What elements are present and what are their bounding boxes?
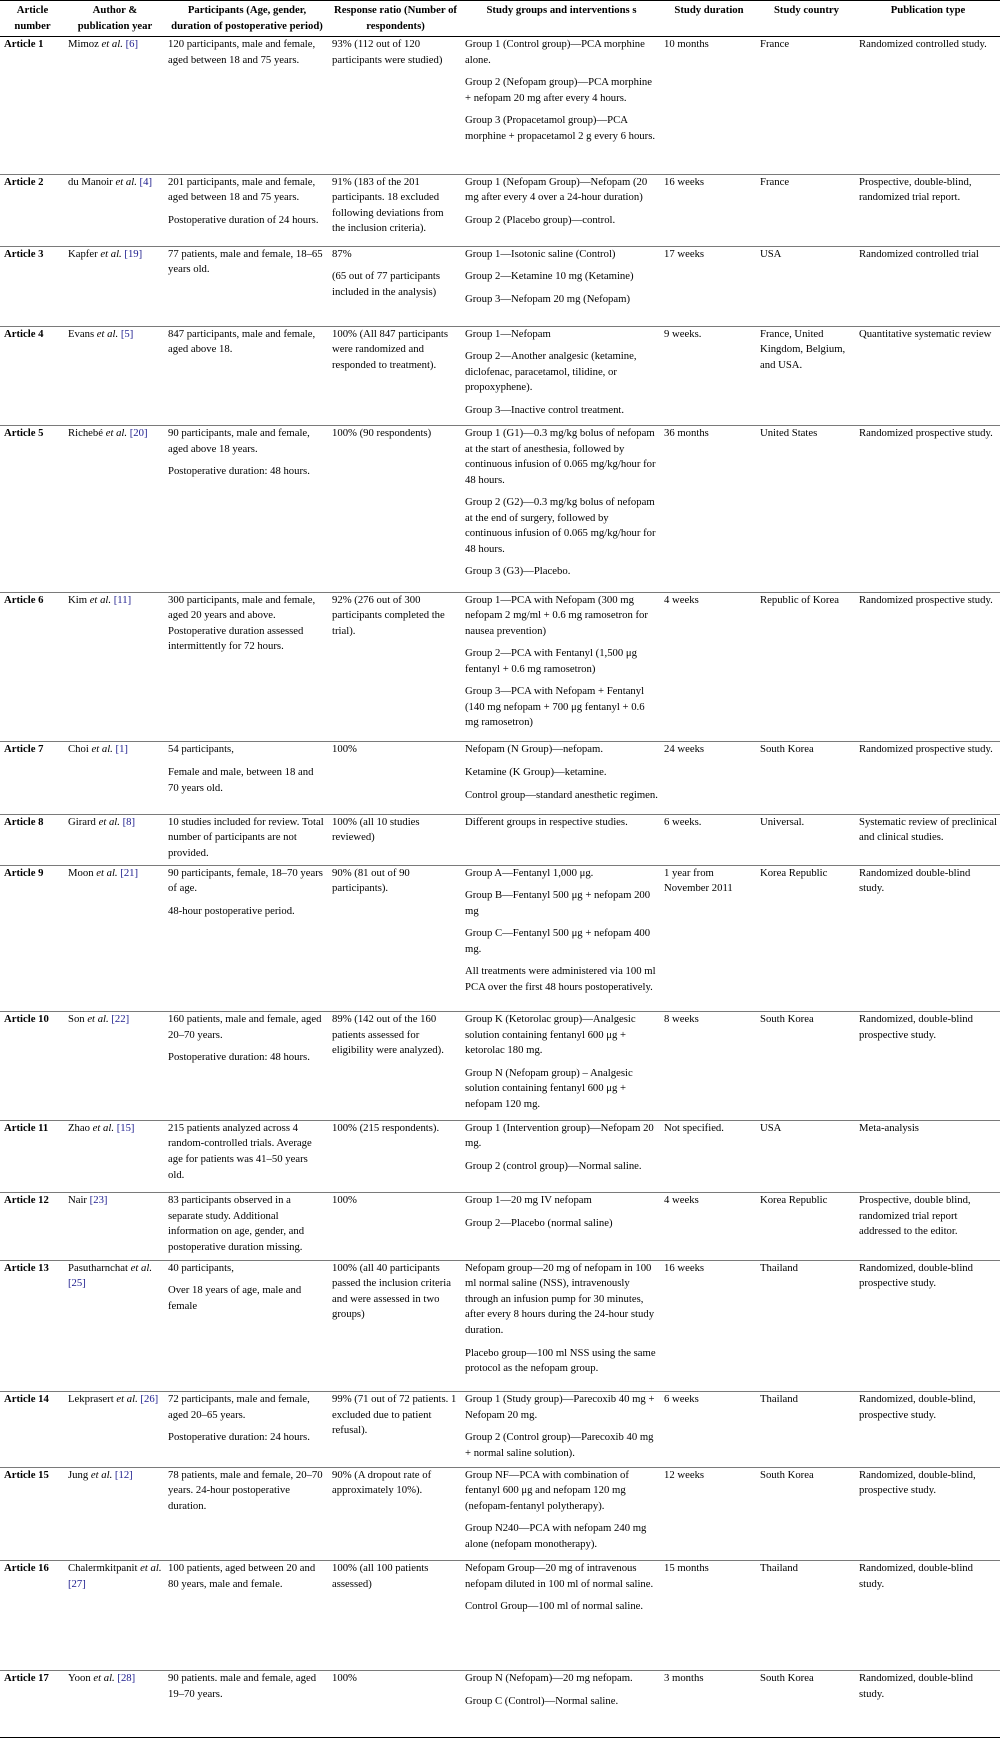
- author-et-al: et al.: [98, 38, 123, 51]
- study-group-item: Group 2—Another analgesic (ketamine, diclofenac, paracetamol, tilidine, or propoxyphene).: [465, 350, 637, 394]
- author-cell: [65, 426, 165, 592]
- study-group-item: Nefopam Group—20 mg of intravenous nefopam diluted in 100 ml of normal saline.: [465, 1562, 654, 1590]
- study-country-cell: South Korea: [760, 1468, 814, 1481]
- study-groups-cell: [462, 174, 661, 246]
- author-et-al: et al.: [93, 866, 118, 879]
- publication-type-cell: Randomized double-blind study.: [859, 866, 971, 895]
- header-participants: Participants (Age, gender, duration of postoperative period): [165, 1, 329, 37]
- author-et-al: et al.: [94, 327, 119, 340]
- study-duration-cell: 6 weeks.: [664, 815, 702, 828]
- participants-paragraph: 90 participants, male and female, aged above 18 years.: [168, 427, 310, 455]
- study-duration-cell: 16 weeks: [664, 1261, 705, 1274]
- study-groups-cell: [462, 1120, 661, 1192]
- study-group-item: Control Group—100 ml of normal saline.: [465, 1600, 644, 1613]
- participants-cell: [165, 1561, 329, 1671]
- response-ratio-cell: [329, 1467, 462, 1561]
- article-number-cell: Article 10: [4, 1013, 49, 1026]
- study-groups-cell: [462, 1193, 661, 1261]
- author-name: Yoon: [68, 1672, 91, 1685]
- table-row: [0, 174, 1000, 246]
- response-paragraph: 99% (71 out of 72 patients. 1 excluded due to patient refusal).: [332, 1393, 457, 1437]
- author-cell: [65, 1260, 165, 1391]
- author-et-al: et al.: [90, 1672, 115, 1685]
- participants-cell: [165, 592, 329, 742]
- author-reference: [15]: [114, 1121, 135, 1134]
- study-group-item: Group 1—PCA with Nefopam (300 mg nefopam 2 mg/ml + 0.6 mg ramosetron for nausea prevention): [465, 593, 648, 637]
- participants-cell: [165, 1392, 329, 1467]
- author-name: Jung: [68, 1468, 89, 1481]
- author-cell: [65, 174, 165, 246]
- article-number-cell: Article 14: [4, 1393, 49, 1406]
- author-name: Pasutharnchat: [68, 1261, 128, 1274]
- study-group-item: Group N240—PCA with nefopam 240 mg alone (nefopam monotherapy).: [465, 1522, 647, 1550]
- header-row: [0, 1, 1000, 37]
- participants-cell: [165, 37, 329, 175]
- response-ratio-cell: [329, 1260, 462, 1391]
- author-name: Son: [68, 1013, 85, 1026]
- study-duration-cell: 1 year from November 2011: [664, 866, 733, 895]
- author-reference: [11]: [111, 593, 132, 606]
- author-reference: [21]: [117, 866, 139, 879]
- study-group-item: Group N (Nefopam)—20 mg nefopam.: [465, 1672, 633, 1685]
- participants-paragraph: 10 studies included for review. Total number of participants are not provided.: [168, 815, 324, 859]
- publication-type-cell: Systematic review of preclinical and clinical studies.: [859, 815, 997, 844]
- article-number-cell: Article 2: [4, 175, 44, 188]
- author-et-al: et al.: [87, 593, 112, 606]
- study-group-item: Group 1—20 mg IV nefopam: [465, 1194, 592, 1207]
- study-country-cell: South Korea: [760, 1013, 814, 1026]
- header-study-duration: Study duration: [661, 1, 757, 37]
- response-ratio-cell: [329, 1012, 462, 1121]
- study-groups-cell: [462, 1012, 661, 1121]
- study-country-cell: United States: [760, 427, 818, 440]
- author-reference: [19]: [121, 247, 143, 260]
- participants-cell: [165, 1120, 329, 1192]
- study-country-cell: France: [760, 175, 790, 188]
- participants-paragraph: 90 patients. male and female, aged 19–70 years.: [168, 1672, 317, 1700]
- author-reference: [25]: [68, 1277, 86, 1290]
- response-paragraph: 100% (All 847 participants were randomized and responded to treatment).: [332, 327, 449, 371]
- publication-type-cell: Randomized, double-blind study.: [859, 1672, 973, 1700]
- study-group-item: Group 2—Placebo (normal saline): [465, 1216, 613, 1229]
- participants-paragraph: 72 participants, male and female, aged 20–65 years.: [168, 1393, 310, 1421]
- publication-type-cell: Randomized, double-blind prospective study.: [859, 1261, 973, 1290]
- table-row: [0, 1671, 1000, 1738]
- study-groups-cell: [462, 326, 661, 426]
- author-cell: [65, 814, 165, 865]
- author-et-al: et al.: [95, 815, 120, 828]
- response-paragraph: 92% (276 out of 300 participants completed the trial).: [332, 593, 445, 637]
- author-reference: [28]: [114, 1672, 136, 1685]
- publication-type-cell: Randomized, double-blind, prospective study.: [859, 1468, 976, 1497]
- author-reference: [5]: [118, 327, 134, 340]
- table-row: [0, 1392, 1000, 1467]
- author-et-al: et al.: [89, 1121, 115, 1134]
- response-paragraph: 87%: [332, 247, 352, 260]
- article-number-cell: Article 7: [4, 743, 44, 756]
- study-group-item: Ketamine (K Group)—ketamine.: [465, 765, 607, 778]
- study-country-cell: Korea Republic: [760, 866, 828, 879]
- participants-paragraph: Postoperative duration of 24 hours.: [168, 213, 319, 226]
- author-name: Kim: [68, 593, 88, 606]
- table-row: [0, 1561, 1000, 1671]
- study-groups-cell: [462, 1467, 661, 1561]
- participants-cell: [165, 174, 329, 246]
- participants-paragraph: Postoperative duration: 24 hours.: [168, 1431, 310, 1444]
- study-duration-cell: 17 weeks: [664, 247, 705, 260]
- response-ratio-cell: [329, 1120, 462, 1192]
- table-row: [0, 865, 1000, 1011]
- response-paragraph: 100% (all 100 patients assessed): [332, 1562, 429, 1590]
- response-paragraph: 100%: [332, 1672, 357, 1685]
- study-group-item: Group 1—Isotonic saline (Control): [465, 247, 616, 260]
- publication-type-cell: Randomized, double-blind prospective study.: [859, 1013, 973, 1041]
- author-reference: [20]: [127, 427, 148, 440]
- study-groups-cell: [462, 426, 661, 592]
- publication-type-cell: Prospective, double-blind, randomized trial report.: [859, 175, 972, 204]
- table-row: [0, 1467, 1000, 1561]
- study-group-item: Group NF—PCA with combination of fentanyl 600 μg and nefopam 120 mg (nefopam-fentanyl polytherapy).: [465, 1468, 629, 1512]
- author-reference: [23]: [87, 1194, 108, 1207]
- article-number-cell: Article 5: [4, 427, 44, 440]
- table-row: [0, 426, 1000, 592]
- table-row: [0, 246, 1000, 326]
- table-body: [0, 37, 1000, 1738]
- response-ratio-cell: [329, 814, 462, 865]
- study-group-item: Group C (Control)—Normal saline.: [465, 1694, 619, 1707]
- response-paragraph: 100% (all 40 participants passed the inclusion criteria and were assessed in two groups): [332, 1261, 452, 1321]
- author-reference: [12]: [112, 1468, 133, 1481]
- response-ratio-cell: [329, 326, 462, 426]
- author-reference: [22]: [108, 1013, 130, 1026]
- response-paragraph: 100%: [332, 1194, 357, 1207]
- study-group-item: Group A—Fentanyl 1,000 μg.: [465, 866, 594, 879]
- study-duration-cell: 4 weeks: [664, 1194, 699, 1207]
- response-ratio-cell: [329, 592, 462, 742]
- participants-cell: [165, 742, 329, 814]
- study-duration-cell: 9 weeks.: [664, 327, 702, 340]
- study-groups-cell: [462, 1392, 661, 1467]
- header-study-country: Study country: [757, 1, 856, 37]
- publication-type-cell: Randomized prospective study.: [859, 427, 993, 440]
- author-name: Zhao: [68, 1121, 90, 1134]
- study-duration-cell: 8 weeks: [664, 1013, 699, 1026]
- response-paragraph: 100% (all 10 studies reviewed): [332, 815, 420, 844]
- study-duration-cell: 6 weeks: [664, 1393, 699, 1406]
- study-group-item: Group 2 (Placebo group)—control.: [465, 213, 616, 226]
- response-ratio-cell: [329, 1392, 462, 1467]
- study-group-item: Group 2—PCA with Fentanyl (1,500 μg fentanyl + 0.6 mg ramosetron): [465, 647, 637, 675]
- header-study-groups: Study groups and interventions s: [462, 1, 661, 37]
- table-row: [0, 1193, 1000, 1261]
- participants-cell: [165, 426, 329, 592]
- study-group-item: Nefopam group—20 mg of nefopam in 100 ml normal saline (NSS), intravenously through an infusion pump for 30 minutes, after every 8 hours during the 24-hour study duration.: [465, 1261, 655, 1336]
- author-name: Chalermkitpanit: [68, 1562, 138, 1575]
- participants-paragraph: Over 18 years of age, male and female: [168, 1284, 302, 1312]
- header-publication-type: Publication type: [856, 1, 1000, 37]
- study-group-item: Group 3 (G3)—Placebo.: [465, 565, 571, 578]
- author-et-al: et al.: [97, 247, 122, 260]
- participants-paragraph: 300 participants, male and female, aged 20 years and above. Postoperative duration assessed intermittently for 72 hours.: [168, 593, 316, 653]
- table-row: [0, 1120, 1000, 1192]
- response-paragraph: 100% (215 respondents).: [332, 1121, 440, 1134]
- study-country-cell: South Korea: [760, 1672, 814, 1685]
- study-groups-cell: [462, 865, 661, 1011]
- study-group-item: Group K (Ketorolac group)—Analgesic solution containing fentanyl 600 μg + ketorolac 180 mg.: [465, 1013, 636, 1057]
- article-number-cell: Article 16: [4, 1562, 49, 1575]
- article-number-cell: Article 1: [4, 38, 44, 51]
- study-group-item: Group 2 (Control group)—Parecoxib 40 mg + normal saline solution).: [465, 1431, 654, 1459]
- study-country-cell: Thailand: [760, 1393, 798, 1406]
- study-groups-cell: [462, 1561, 661, 1671]
- participants-cell: [165, 865, 329, 1011]
- study-group-item: Control group—standard anesthetic regimen.: [465, 788, 658, 801]
- publication-type-cell: Meta-analysis: [859, 1121, 919, 1134]
- table-row: [0, 742, 1000, 814]
- publication-type-cell: Quantitative systematic review: [859, 327, 992, 340]
- author-cell: [65, 742, 165, 814]
- table-row: [0, 1260, 1000, 1391]
- participants-paragraph: 83 participants observed in a separate study. Additional information on age, gender, and postoperative duration missing.: [168, 1194, 305, 1253]
- study-duration-cell: 10 months: [664, 38, 709, 51]
- response-paragraph: 89% (142 out of the 160 patients assessed for eligibility were analyzed).: [332, 1013, 444, 1057]
- author-et-al: et al.: [88, 1468, 113, 1481]
- response-paragraph: 90% (81 out of 90 participants).: [332, 866, 410, 895]
- study-groups-cell: [462, 37, 661, 175]
- study-group-item: Group 3—Nefopam 20 mg (Nefopam): [465, 292, 631, 305]
- author-cell: [65, 1012, 165, 1121]
- participants-paragraph: 215 patients analyzed across 4 random-controlled trials. Average age for patients was 41–50 years old.: [168, 1121, 312, 1181]
- participants-cell: [165, 1193, 329, 1261]
- article-number-cell: Article 4: [4, 327, 44, 340]
- article-number-cell: Article 9: [4, 866, 44, 879]
- author-cell: [65, 1671, 165, 1738]
- response-paragraph: 91% (183 of the 201 participants. 18 excluded following deviations from the inclusion criteria).: [332, 175, 444, 235]
- author-et-al: et al.: [103, 427, 128, 440]
- study-duration-cell: 15 months: [664, 1562, 709, 1575]
- participants-cell: [165, 1467, 329, 1561]
- header-article-number: Article number: [0, 1, 65, 37]
- response-ratio-cell: [329, 246, 462, 326]
- author-reference: [6]: [122, 38, 139, 51]
- response-paragraph: 100% (90 respondents): [332, 427, 432, 440]
- study-group-item: Group B—Fentanyl 500 μg + nefopam 200 mg: [465, 889, 651, 917]
- response-paragraph: 90% (A dropout rate of approximately 10%).: [332, 1468, 432, 1497]
- author-cell: [65, 37, 165, 175]
- publication-type-cell: Randomized controlled trial: [859, 247, 979, 260]
- study-country-cell: Universal.: [760, 815, 805, 828]
- study-group-item: Group 2—Ketamine 10 mg (Ketamine): [465, 270, 634, 283]
- publication-type-cell: Prospective, double blind, randomized trial report addressed to the editor.: [859, 1194, 971, 1238]
- study-group-item: Group 1 (Nefopam Group)—Nefopam (20 mg after every 4 over a 24-hour duration): [465, 175, 648, 204]
- participants-cell: [165, 814, 329, 865]
- response-ratio-cell: [329, 426, 462, 592]
- study-group-item: Group 1 (G1)—0.3 mg/kg bolus of nefopam at the start of anesthesia, followed by continuous infusion of 0.065 mg/kg/hour for 48 hours.: [465, 427, 656, 486]
- table-row: [0, 37, 1000, 175]
- study-group-item: Group 1 (Study group)—Parecoxib 40 mg + Nefopam 20 mg.: [465, 1393, 655, 1421]
- table-row: [0, 1012, 1000, 1121]
- author-et-al: et al.: [88, 743, 113, 756]
- article-number-cell: Article 12: [4, 1194, 49, 1207]
- author-name: Evans: [68, 327, 95, 340]
- study-group-item: Group 1—Nefopam: [465, 327, 551, 340]
- response-ratio-cell: [329, 1671, 462, 1738]
- participants-paragraph: 160 patients, male and female, aged 20–70 years.: [168, 1013, 322, 1041]
- response-ratio-cell: [329, 37, 462, 175]
- study-group-item: Group 1 (Control group)—PCA morphine alone.: [465, 38, 645, 66]
- participants-cell: [165, 246, 329, 326]
- author-cell: [65, 1467, 165, 1561]
- author-reference: [8]: [119, 815, 136, 828]
- author-name: du Manoir: [68, 175, 113, 188]
- study-country-cell: France, United Kingdom, Belgium, and USA.: [760, 327, 846, 371]
- participants-cell: [165, 1260, 329, 1391]
- study-group-item: Group 3—Inactive control treatment.: [465, 403, 625, 416]
- author-cell: [65, 326, 165, 426]
- study-duration-cell: 36 months: [664, 427, 709, 440]
- study-country-cell: Thailand: [760, 1261, 798, 1274]
- study-country-cell: South Korea: [760, 743, 814, 756]
- author-reference: [1]: [112, 743, 128, 756]
- study-country-cell: Republic of Korea: [760, 593, 839, 606]
- study-groups-cell: [462, 246, 661, 326]
- study-group-item: Group 2 (Nefopam group)—PCA morphine + nefopam 20 mg after every 4 hours.: [465, 76, 653, 104]
- study-group-item: Placebo group—100 ml NSS using the same protocol as the nefopam group.: [465, 1346, 656, 1375]
- study-duration-cell: 16 weeks: [664, 175, 705, 188]
- author-name: Richebé: [68, 427, 104, 440]
- study-duration-cell: 4 weeks: [664, 593, 699, 606]
- author-name: Mimoz: [68, 38, 99, 51]
- author-name: Girard: [68, 815, 96, 828]
- participants-paragraph: 77 patients, male and female, 18–65 years old.: [168, 247, 323, 276]
- response-paragraph: 93% (112 out of 120 participants were studied): [332, 38, 443, 66]
- author-reference: [4]: [136, 175, 153, 188]
- article-number-cell: Article 11: [4, 1121, 49, 1134]
- author-name: Lekprasert: [68, 1393, 114, 1406]
- response-ratio-cell: [329, 742, 462, 814]
- author-name: Nair: [68, 1194, 87, 1207]
- study-group-item: Group 3—PCA with Nefopam + Fentanyl (140 mg nefopam + 700 μg fentanyl + 0.6 mg ramosetron): [465, 685, 645, 729]
- author-et-al: et al.: [113, 1393, 138, 1406]
- header-response-ratio: Response ratio (Number of respondents): [329, 1, 462, 37]
- author-et-al: et al.: [84, 1013, 109, 1026]
- author-name: Choi: [68, 743, 89, 756]
- study-group-item: Group C—Fentanyl 500 μg + nefopam 400 mg.: [465, 927, 651, 955]
- table-row: [0, 814, 1000, 865]
- study-duration-cell: Not specified.: [664, 1121, 724, 1134]
- article-number-cell: Article 6: [4, 593, 44, 606]
- study-groups-cell: [462, 1260, 661, 1391]
- author-reference: [26]: [137, 1393, 159, 1406]
- author-et-al: et al.: [127, 1261, 152, 1274]
- participants-paragraph: 78 patients, male and female, 20–70 years. 24-hour postoperative duration.: [168, 1468, 323, 1512]
- publication-type-cell: Randomized controlled study.: [859, 38, 987, 51]
- study-country-cell: USA: [760, 247, 782, 260]
- response-ratio-cell: [329, 174, 462, 246]
- study-country-cell: France: [760, 38, 790, 51]
- response-paragraph: 100%: [332, 743, 357, 756]
- response-ratio-cell: [329, 1561, 462, 1671]
- participants-paragraph: Female and male, between 18 and 70 years old.: [168, 765, 314, 794]
- study-group-item: Group 1 (Intervention group)—Nefopam 20 mg.: [465, 1121, 654, 1150]
- participants-cell: [165, 1012, 329, 1121]
- publication-type-cell: Randomized, double-blind, prospective study.: [859, 1393, 976, 1421]
- participants-cell: [165, 1671, 329, 1738]
- author-name: Kapfer: [68, 247, 98, 260]
- response-ratio-cell: [329, 865, 462, 1011]
- participants-paragraph: 54 participants,: [168, 743, 234, 756]
- publication-type-cell: Randomized prospective study.: [859, 743, 993, 756]
- author-name: Moon: [68, 866, 94, 879]
- study-duration-cell: 3 months: [664, 1672, 704, 1685]
- study-group-item: Group 2 (G2)—0.3 mg/kg bolus of nefopam at the end of surgery, followed by continuous infusion of 0.065 mg/kg/hour for 48 hours.: [465, 496, 656, 555]
- author-cell: [65, 1193, 165, 1261]
- author-cell: [65, 246, 165, 326]
- participants-paragraph: 120 participants, male and female, aged between 18 and 75 years.: [168, 38, 316, 66]
- participants-paragraph: 100 patients, aged between 20 and 80 years, male and female.: [168, 1562, 316, 1590]
- response-paragraph: (65 out of 77 participants included in the analysis): [332, 270, 441, 298]
- participants-paragraph: 847 participants, male and female, aged above 18.: [168, 327, 316, 356]
- study-country-cell: Korea Republic: [760, 1194, 828, 1207]
- study-group-item: Nefopam (N Group)—nefopam.: [465, 743, 604, 756]
- participants-paragraph: Postoperative duration: 48 hours.: [168, 1051, 310, 1064]
- author-cell: [65, 865, 165, 1011]
- response-ratio-cell: [329, 1193, 462, 1261]
- study-group-item: Group N (Nefopam group) – Analgesic solution containing fentanyl 600 μg + nefopam 120 mg.: [465, 1066, 633, 1110]
- table-row: [0, 326, 1000, 426]
- study-groups-cell: [462, 742, 661, 814]
- participants-paragraph: 90 participants, female, 18–70 years of age.: [168, 866, 323, 895]
- participants-paragraph: 48-hour postoperative period.: [168, 904, 295, 917]
- participants-paragraph: Postoperative duration: 48 hours.: [168, 465, 310, 478]
- participants-paragraph: 201 participants, male and female, aged between 18 and 75 years.: [168, 175, 316, 204]
- study-groups-cell: [462, 592, 661, 742]
- publication-type-cell: Randomized prospective study.: [859, 593, 993, 606]
- study-group-item: Group 3 (Propacetamol group)—PCA morphine + propacetamol 2 g every 6 hours.: [465, 114, 656, 142]
- author-cell: [65, 1392, 165, 1467]
- author-cell: [65, 592, 165, 742]
- study-country-cell: USA: [760, 1121, 782, 1134]
- table-row: [0, 592, 1000, 742]
- study-groups-cell: [462, 1671, 661, 1738]
- article-number-cell: Article 15: [4, 1468, 49, 1481]
- study-duration-cell: 24 weeks: [664, 743, 705, 756]
- author-reference: [27]: [68, 1577, 86, 1590]
- author-et-al: et al.: [112, 175, 137, 188]
- participants-paragraph: 40 participants,: [168, 1261, 234, 1274]
- study-group-item: Group 2 (control group)—Normal saline.: [465, 1159, 642, 1172]
- article-number-cell: Article 3: [4, 247, 44, 260]
- header-author: Author & publication year: [65, 1, 165, 37]
- study-groups-cell: [462, 814, 661, 865]
- study-country-cell: Thailand: [760, 1562, 798, 1575]
- study-duration-cell: 12 weeks: [664, 1468, 705, 1481]
- publication-type-cell: Randomized, double-blind study.: [859, 1562, 973, 1590]
- participants-cell: [165, 326, 329, 426]
- article-number-cell: Article 8: [4, 815, 44, 828]
- study-group-item: All treatments were administered via 100 ml PCA over the first 48 hours postoperatively.: [465, 965, 656, 993]
- author-et-al: et al.: [137, 1562, 162, 1575]
- article-number-cell: Article 17: [4, 1672, 49, 1685]
- study-group-item: Different groups in respective studies.: [465, 815, 628, 828]
- article-number-cell: Article 13: [4, 1261, 49, 1274]
- author-cell: [65, 1561, 165, 1671]
- author-cell: [65, 1120, 165, 1192]
